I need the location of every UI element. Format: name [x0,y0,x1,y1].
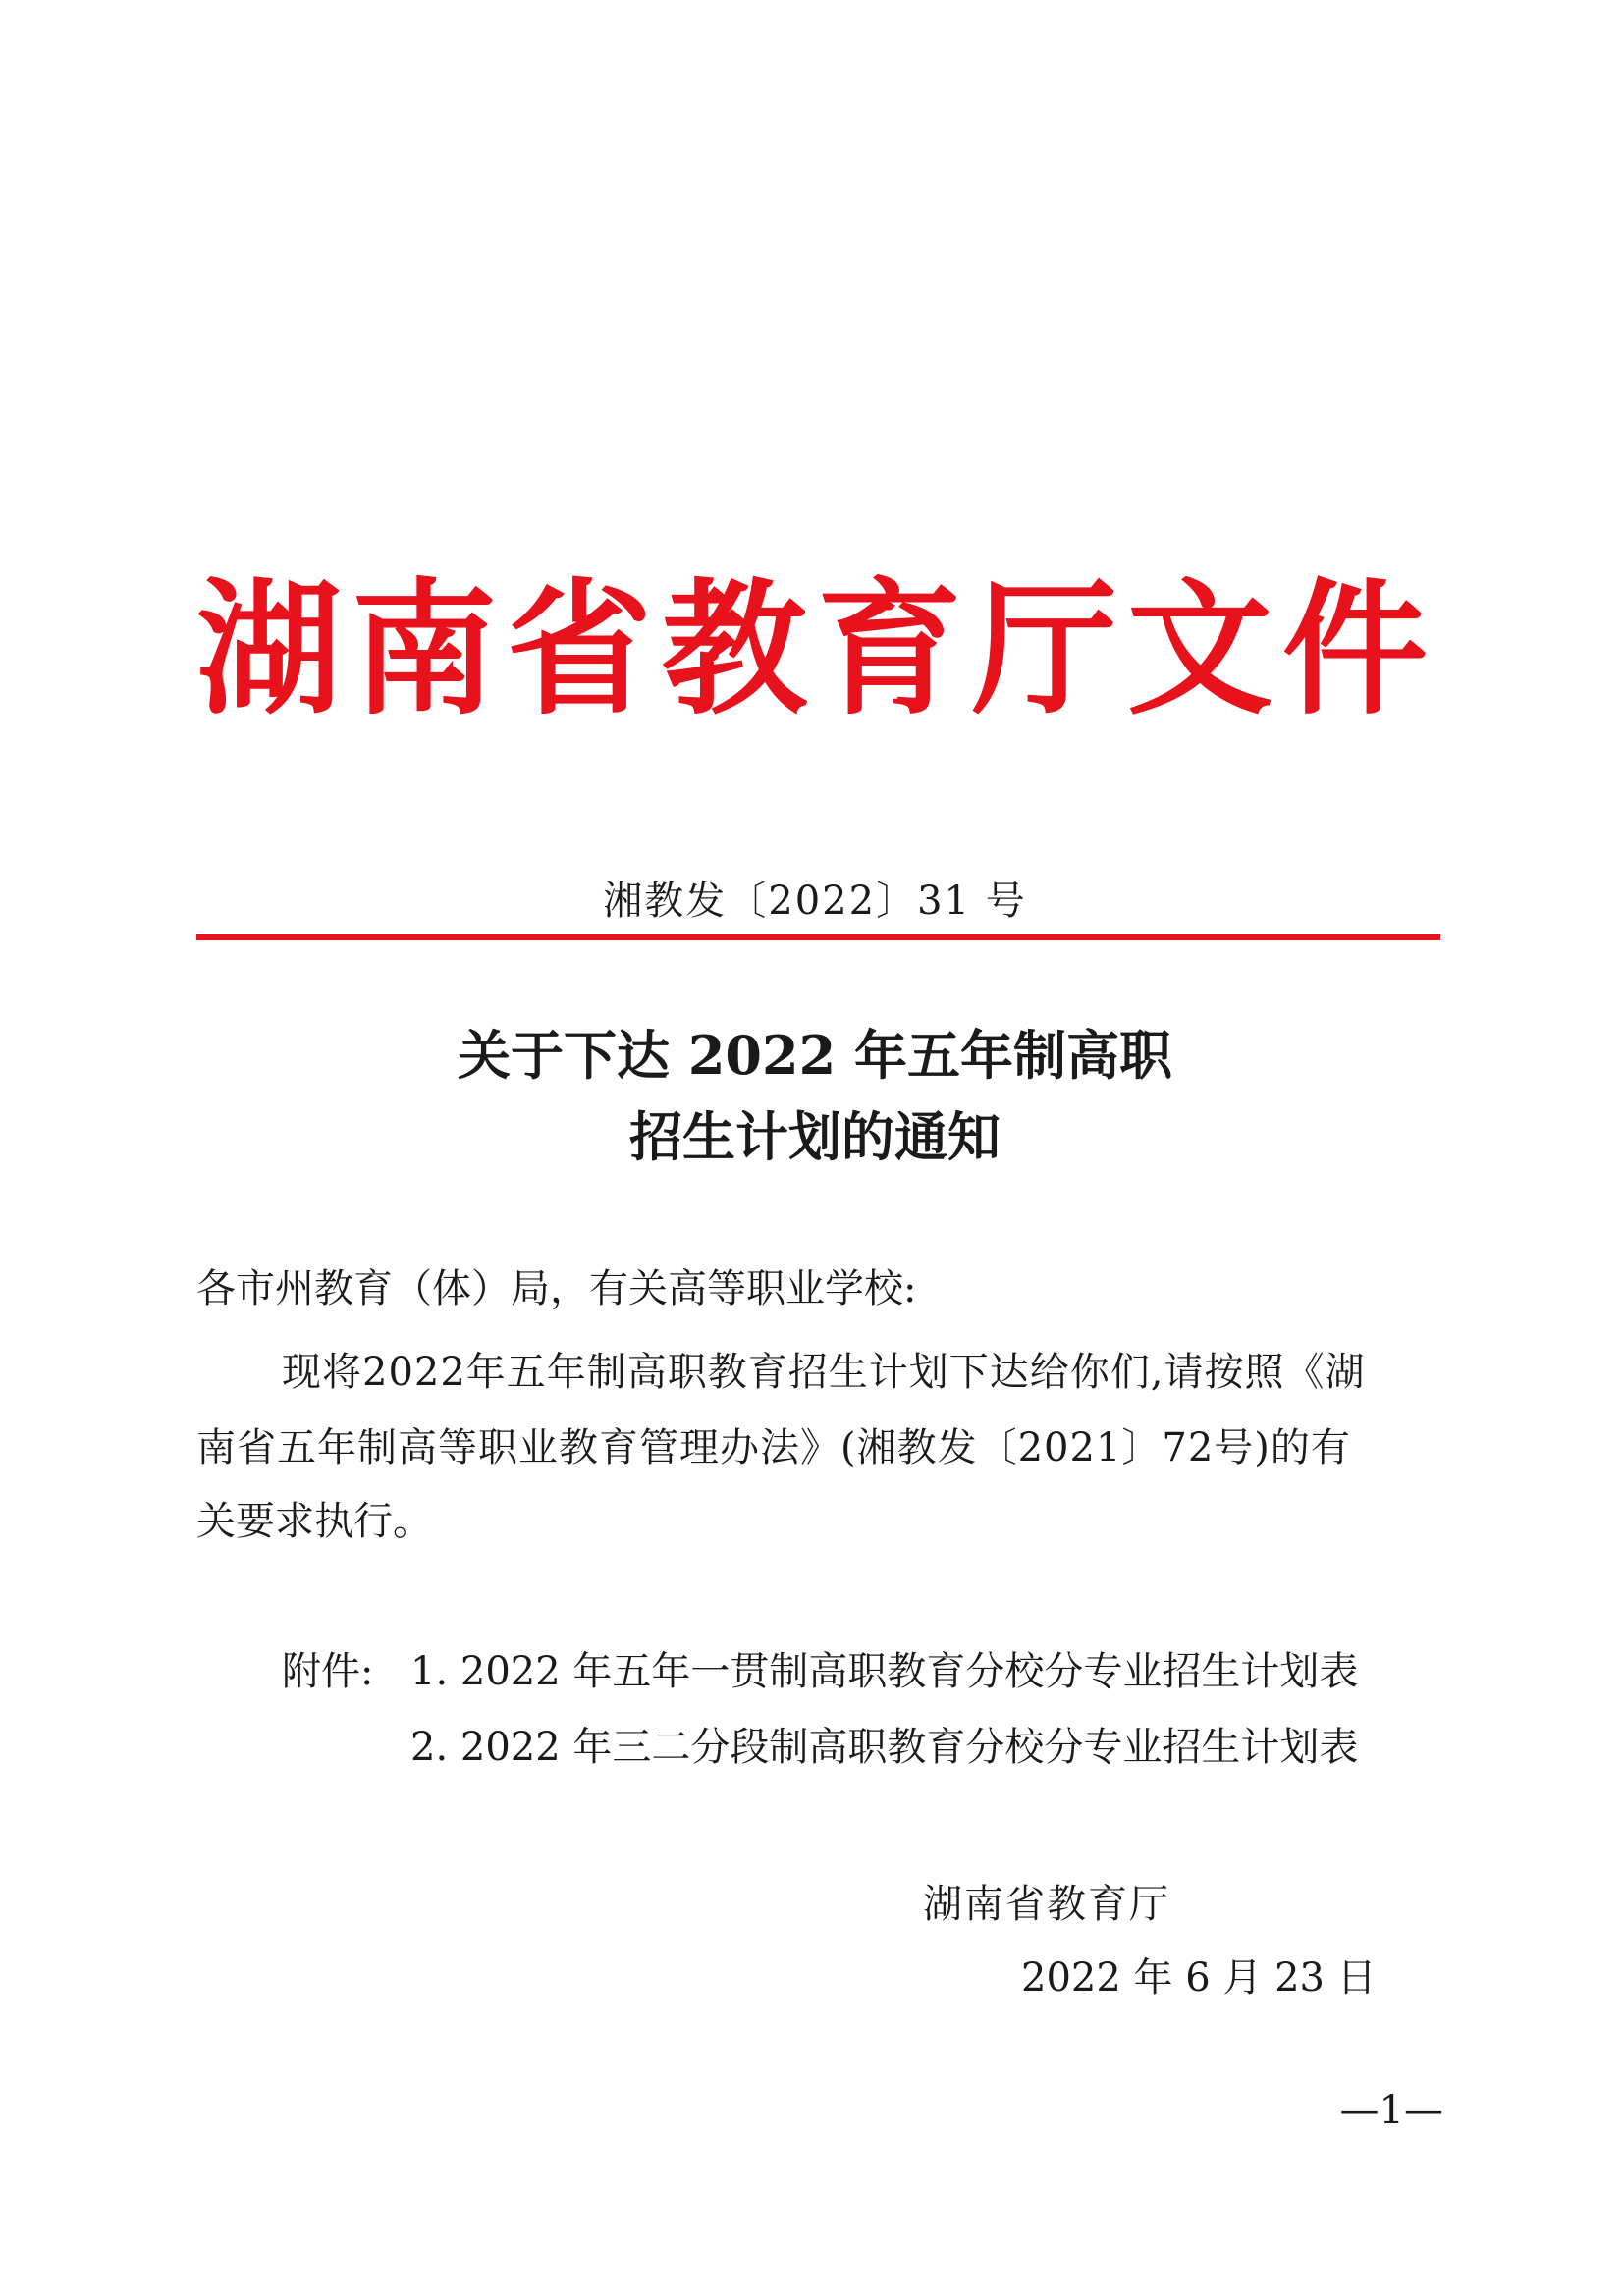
body-paragraph-line-3: 关要求执行。 [196,1499,432,1544]
document-number: 湘教发〔2022〕31 号 [603,879,1027,924]
issue-date: 2022 年 6 月 23 日 [1021,1955,1377,2001]
masthead-title: 湖南省教育厅文件 [196,565,1437,734]
page-number: —1— [1339,2088,1443,2133]
notice-title-line-2: 招生计划的通知 [629,1105,1001,1168]
attachments-label: 附件: [282,1649,374,1694]
attachment-item-2: 2. 2022 年三二分段制高职教育分校分专业招生计划表 [410,1725,1359,1770]
issuing-authority: 湖南省教育厅 [923,1882,1170,1927]
body-paragraph-line-1: 现将2022年五年制高职教育招生计划下达给你们,请按照《湖 [282,1350,1366,1395]
red-divider-line [196,934,1440,940]
notice-title-line-1: 关于下达 2022 年五年制高职 [458,1024,1172,1087]
attachment-item-1: 1. 2022 年五年一贯制高职教育分校分专业招生计划表 [410,1649,1359,1694]
body-paragraph-line-2: 南省五年制高等职业教育管理办法》(湘教发〔2021〕72号)的有 [196,1425,1351,1470]
salutation: 各市州教育（体）局，有关高等职业学校: [196,1266,917,1311]
